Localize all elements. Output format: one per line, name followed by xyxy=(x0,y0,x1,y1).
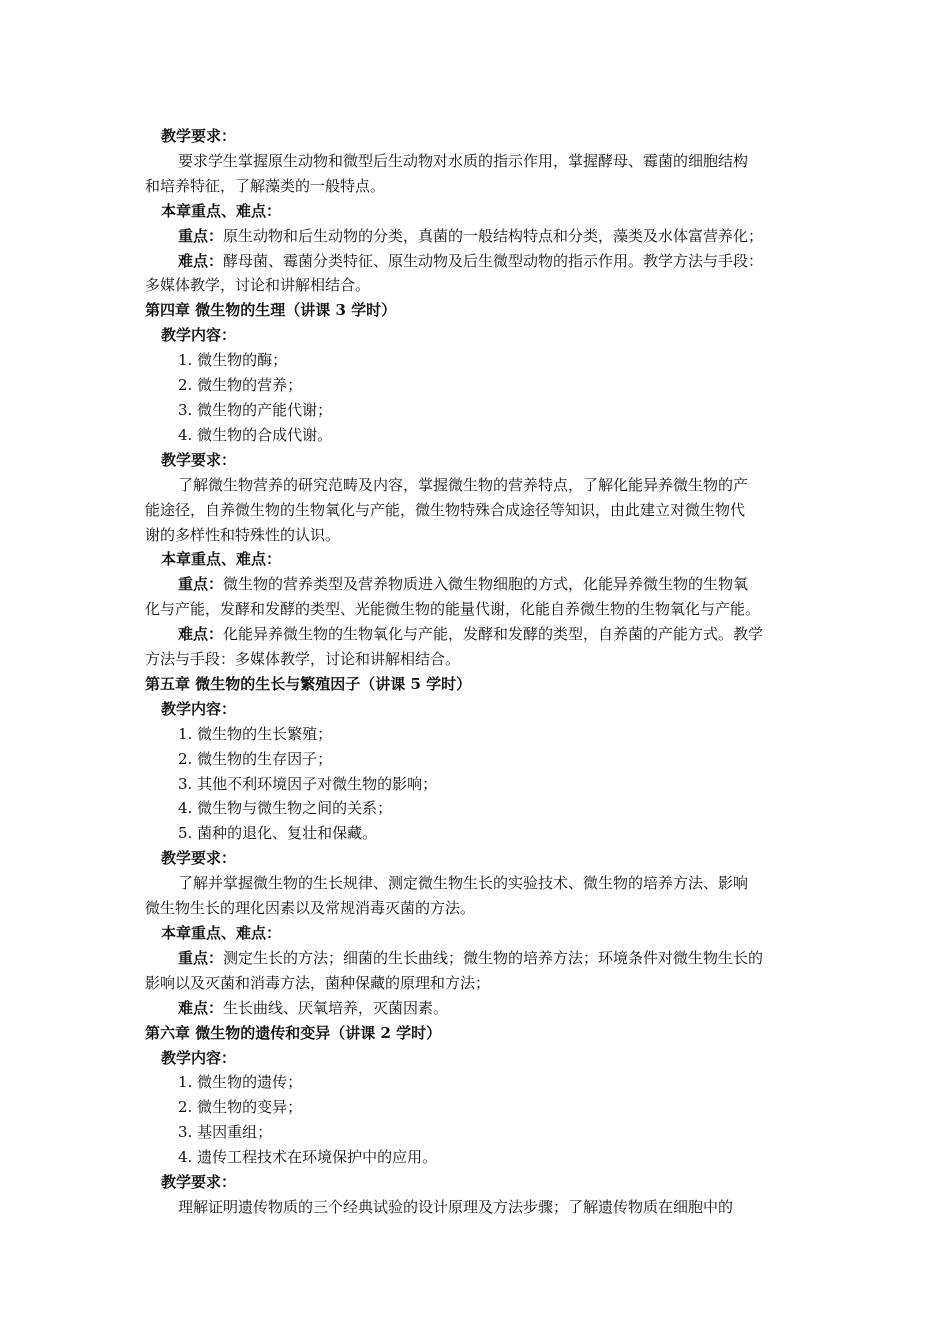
text-line xyxy=(145,821,807,846)
text-line xyxy=(145,1170,807,1195)
text-line xyxy=(145,672,807,697)
bold-label: 教学要求： xyxy=(161,450,237,469)
text-line xyxy=(145,846,807,871)
text-line xyxy=(145,996,807,1021)
text-line xyxy=(145,523,807,548)
body-text: 微生物的营养类型及营养物质进入微生物细胞的方式，化能异养微生物的生物氧 xyxy=(223,575,749,594)
bold-label: 本章重点、难点： xyxy=(161,201,282,220)
bold-label: 教学要求： xyxy=(161,1173,237,1192)
body-text: 化能异养微生物的生物氧化与产能，发酵和发酵的类型，自养菌的产能方式。教学 xyxy=(223,625,764,644)
bold-label: 本章重点、难点： xyxy=(161,550,282,569)
body-text: 测定生长的方法；细菌的生长曲线；微生物的培养方法；环境条件对微生物生长的 xyxy=(223,948,764,967)
body-text: 4. 微生物与微生物之间的关系； xyxy=(178,799,393,818)
bold-label: 难点： xyxy=(178,998,224,1017)
body-text: 了解微生物营养的研究范畴及内容，掌握微生物的营养特点，了解化能异养微生物的产 xyxy=(178,475,749,494)
text-line xyxy=(145,697,807,722)
text-line xyxy=(145,547,807,572)
body-text: 方法与手段：多媒体教学，讨论和讲解相结合。 xyxy=(145,650,461,669)
text-line xyxy=(145,1120,807,1145)
bold-label: 重点： xyxy=(178,226,224,245)
body-text: 2. 微生物的营养； xyxy=(178,376,303,395)
text-line xyxy=(145,722,807,747)
body-text: 微生物生长的理化因素以及常规消毒灭菌的方法。 xyxy=(145,899,476,918)
text-line xyxy=(145,1195,807,1220)
body-text: 3. 微生物的产能代谢； xyxy=(178,400,333,419)
text-line xyxy=(145,796,807,821)
text-line xyxy=(145,498,807,523)
body-text: 2. 微生物的生存因子； xyxy=(178,749,333,768)
body-text: 5. 菌种的退化、复壮和保藏。 xyxy=(178,824,378,843)
body-text: 和培养特征，了解藻类的一般特点。 xyxy=(145,176,386,195)
text-line xyxy=(145,871,807,896)
text-line xyxy=(145,149,807,174)
text-line xyxy=(145,323,807,348)
bold-label: 第四章 微生物的生理（讲课 3 学时） xyxy=(145,301,397,320)
text-line xyxy=(145,622,807,647)
bold-label: 教学内容： xyxy=(161,699,237,718)
text-line xyxy=(145,772,807,797)
body-text: 4. 遗传工程技术在环境保护中的应用。 xyxy=(178,1148,438,1167)
body-text: 酵母菌、霉菌分类特征、原生动物及后生微型动物的指示作用。教学方法与手段： xyxy=(223,251,764,270)
bold-label: 难点： xyxy=(178,625,224,644)
body-text: 谢的多样性和特殊性的认识。 xyxy=(145,525,341,544)
body-text: 3. 基因重组； xyxy=(178,1123,273,1142)
text-line xyxy=(145,1070,807,1095)
bold-label: 重点： xyxy=(178,948,224,967)
body-text: 1. 微生物的遗传； xyxy=(178,1073,303,1092)
text-line xyxy=(145,473,807,498)
text-line xyxy=(145,298,807,323)
body-text: 2. 微生物的变异； xyxy=(178,1098,303,1117)
text-line xyxy=(145,572,807,597)
body-text: 3. 其他不利环境因子对微生物的影响； xyxy=(178,774,438,793)
text-line xyxy=(145,273,807,298)
body-text: 生长曲线、厌氧培养，灭菌因素。 xyxy=(223,998,449,1017)
text-line xyxy=(145,423,807,448)
text-line xyxy=(145,224,807,249)
bold-label: 第六章 微生物的遗传和变异（讲课 2 学时） xyxy=(145,1023,442,1042)
text-line xyxy=(145,1095,807,1120)
body-text: 原生动物和后生动物的分类，真菌的一般结构特点和分类，藻类及水体富营养化； xyxy=(223,226,764,245)
text-line xyxy=(145,398,807,423)
text-line xyxy=(145,747,807,772)
text-line xyxy=(145,124,807,149)
text-line xyxy=(145,199,807,224)
text-line xyxy=(145,896,807,921)
text-line xyxy=(145,1046,807,1071)
bold-label: 难点： xyxy=(178,251,224,270)
text-line xyxy=(145,249,807,274)
text-line xyxy=(145,1021,807,1046)
bold-label: 重点： xyxy=(178,575,224,594)
text-line xyxy=(145,647,807,672)
bold-label: 第五章 微生物的生长与繁殖因子（讲课 5 学时） xyxy=(145,674,472,693)
text-line xyxy=(145,921,807,946)
text-line xyxy=(145,946,807,971)
body-text: 4. 微生物的合成代谢。 xyxy=(178,425,333,444)
text-line xyxy=(145,174,807,199)
bold-label: 教学内容： xyxy=(161,326,237,345)
text-line xyxy=(145,448,807,473)
body-text: 了解并掌握微生物的生长规律、测定微生物生长的实验技术、微生物的培养方法、影响 xyxy=(178,874,749,893)
body-text: 多媒体教学，讨论和讲解相结合。 xyxy=(145,276,371,295)
text-line xyxy=(145,373,807,398)
body-text: 1. 微生物的生长繁殖； xyxy=(178,724,333,743)
text-line xyxy=(145,1145,807,1170)
body-text: 影响以及灭菌和消毒方法，菌种保藏的原理和方法； xyxy=(145,973,491,992)
body-text: 要求学生掌握原生动物和微型后生动物对水质的指示作用，掌握酵母、霉菌的细胞结构 xyxy=(178,151,749,170)
body-text: 化与产能，发酵和发酵的类型、光能微生物的能量代谢，化能自养微生物的生物氧化与产能。 xyxy=(145,600,761,619)
text-line xyxy=(145,348,807,373)
bold-label: 教学要求： xyxy=(161,849,237,868)
bold-label: 教学内容： xyxy=(161,1048,237,1067)
document-page xyxy=(145,124,807,1220)
text-line xyxy=(145,971,807,996)
text-line xyxy=(145,597,807,622)
body-text: 理解证明遗传物质的三个经典试验的设计原理及方法步骤；了解遗传物质在细胞中的 xyxy=(178,1197,734,1216)
body-text: 1. 微生物的酶； xyxy=(178,351,288,370)
bold-label: 本章重点、难点： xyxy=(161,924,282,942)
bold-label: 教学要求： xyxy=(161,127,237,145)
body-text: 能途径，自养微生物的生物氧化与产能，微生物特殊合成途径等知识，由此建立对微生物代 xyxy=(145,500,746,519)
